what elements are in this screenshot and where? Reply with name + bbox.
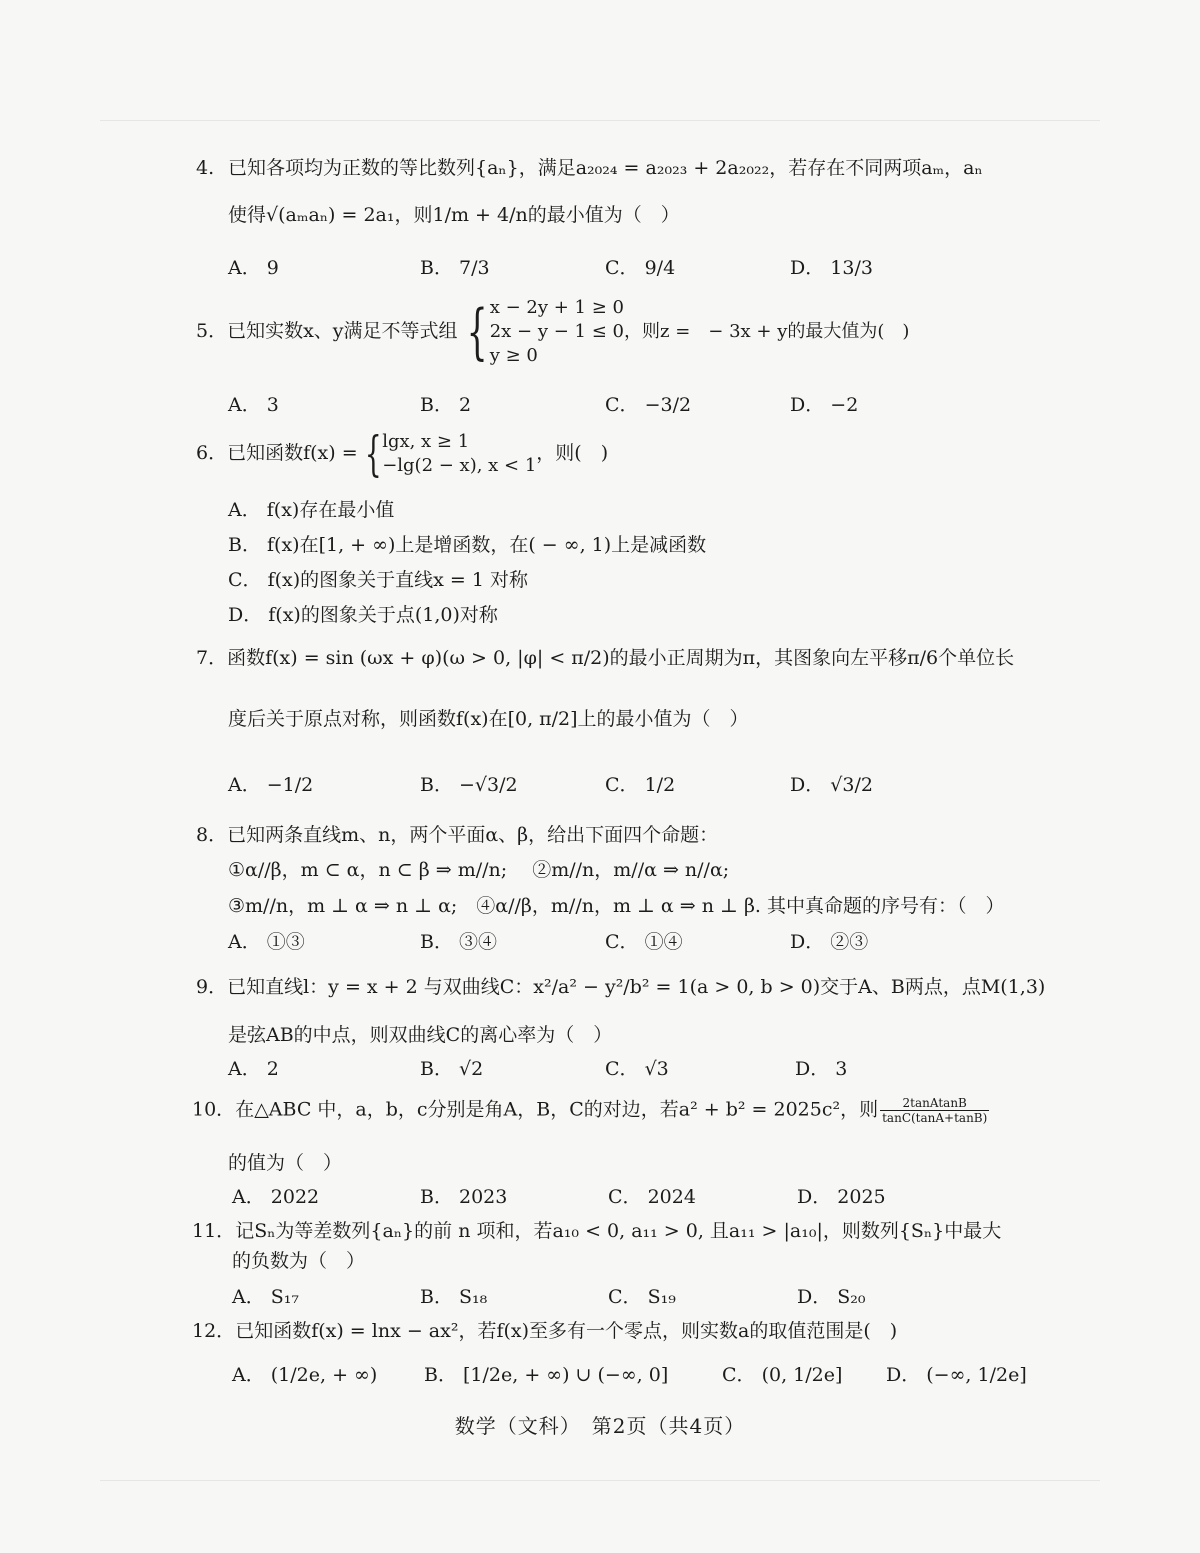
question-4-text: 已知各项均为正数的等比数列{aₙ}，满足a₂₀₂₄ = a₂₀₂₃ + 2a₂₀₂₂，若存在不同两项aₘ，aₙ [228,157,983,179]
question-8-text: 已知两条直线m、n，两个平面α、β，给出下面四个命题： [227,824,719,846]
option-11c: C． S₁₉ [608,1286,676,1308]
question-12-text: 已知函数f(x) = lnx − ax²，若f(x)至多有一个零点，则实数a的取值范围是( ) [235,1320,898,1342]
option-11a: A． S₁₇ [232,1286,300,1308]
inequality-2: 2x − y − 1 ≤ 0，则z = − 3x + y的最大值为( ) [489,321,910,342]
inequality-system [490,296,910,368]
option-9c: C． √3 [605,1058,669,1080]
option-12b: B． [1/2e, + ∞) ∪ (−∞, 0] [424,1364,669,1386]
case-2: −lg(2 − x), x < 1 [382,455,537,476]
option-8d: D． ②③ [790,931,869,953]
option-11b: B． S₁₈ [420,1286,488,1308]
brace-symbol: { [364,426,382,482]
option-5c: C． −3/2 [605,394,692,416]
option-9a: A． 2 [228,1058,279,1080]
question-11-text: 记Sₙ为等差数列{aₙ}的前 n 项和，若a₁₀ < 0, a₁₁ > 0, 且a₁₁ > |a₁₀|，则数列{Sₙ}中最大 [235,1220,1002,1242]
question-7 [196,645,1036,671]
question-9-text: 已知直线l：y = x + 2 与双曲线C：x²/a² − y²/b² = 1(a > 0, b > 0)交于A、B两点，点M(1,3) [227,976,1046,998]
option-11d: D． S₂₀ [797,1286,866,1308]
question-7-text: 函数f(x) = sin (ωx + φ)(ω > 0, |φ| < π/2)的最小正周期为π，其图象向左平移π/6个单位长 [227,647,1015,669]
option-10b: B． 2023 [420,1186,508,1208]
question-10 [192,1096,1032,1125]
option-8a: A． ①③ [228,931,305,953]
option-12c: C． (0, 1/2e] [722,1364,843,1386]
question-6-tail: ，则( ) [536,442,609,464]
option-9d: D． 3 [795,1058,848,1080]
question-6 [196,426,1036,482]
question-7-number: 7． [196,647,228,669]
question-11-number: 11． [192,1220,236,1242]
inequality-3: y ≥ 0 [489,345,538,366]
option-5a: A． 3 [228,394,279,416]
option-5d: D． −2 [790,394,859,416]
option-8c: C． ①④ [605,931,683,953]
question-10-number: 10． [192,1098,236,1121]
option-4d: D． 13/3 [790,257,873,279]
scan-artifact [100,1480,1100,1481]
piecewise-cases [382,430,536,478]
option-10d: D． 2025 [797,1186,886,1208]
question-4-line2: 使得√(aₘaₙ) = 2a₁，则1/m + 4/n的最小值为（ ） [228,204,680,226]
question-8-number: 8． [196,824,228,846]
question-9 [196,974,1046,1000]
case-1: lgx, x ≥ 1 [382,431,470,452]
option-4a: A． 9 [228,257,279,279]
option-7a: A． −1/2 [228,774,314,796]
question-11 [192,1218,1032,1244]
question-8 [196,822,1036,848]
question-9-line2: 是弦AB的中点，则双曲线C的离心率为（ ） [228,1024,613,1046]
option-7b: B． −√3/2 [420,774,518,796]
scan-artifact [100,120,1100,121]
question-7-line2: 度后关于原点对称，则函数f(x)在[0, π/2]上的最小值为（ ） [228,708,749,730]
question-5 [196,296,1036,368]
fraction-numerator: 2tanAtanB [880,1096,989,1111]
option-6b: B． f(x)在[1, + ∞)上是增函数，在( − ∞, 1)上是减函数 [228,534,707,556]
question-8-line2: ①α//β，m ⊂ α，n ⊂ β ⇒ m//n; ②m//n，m//α ⇒ n//α; [228,859,730,881]
question-10-text: 在△ABC 中，a，b，c分别是角A，B，C的对边，若a² + b² = 2025c²，则 [235,1098,879,1121]
question-4 [228,155,1068,181]
question-6-number: 6． [196,442,228,464]
option-8b: B． ③④ [420,931,498,953]
option-4b: B． 7/3 [420,257,490,279]
question-10-line2: 的值为（ ） [228,1152,343,1174]
question-12 [192,1318,1032,1344]
option-6d: D． f(x)的图象关于点(1,0)对称 [228,604,498,626]
option-7c: C． 1/2 [605,774,676,796]
question-5-text: 已知实数x、y满足不等式组 [227,320,458,342]
option-4c: C． 9/4 [605,257,676,279]
question-5-number: 5． [196,320,228,342]
page-footer: 数学（文科） 第2页（共4页） [454,1414,746,1438]
question-11-line2: 的负数为（ ） [232,1250,366,1272]
question-6-text: 已知函数f(x) = [227,442,358,464]
option-12d: D． (−∞, 1/2e] [886,1364,1027,1386]
option-5b: B． 2 [420,394,472,416]
option-6c: C． f(x)的图象关于直线x = 1 对称 [228,569,528,591]
option-10c: C． 2024 [608,1186,696,1208]
option-6a: A． f(x)存在最小值 [228,499,395,521]
question-4-number: 4. [196,157,215,179]
inequality-1: x − 2y + 1 ≥ 0 [489,297,624,318]
question-8-line3: ③m//n，m ⊥ α ⇒ n ⊥ α; ④α//β，m//n，m ⊥ α ⇒ n ⊥ β. 其中真命题的序号有：（ ） [228,895,1005,917]
option-10a: A． 2022 [232,1186,320,1208]
option-12a: A． (1/2e, + ∞) [232,1364,378,1386]
option-9b: B． √2 [420,1058,484,1080]
fraction-denominator: tanC(tanA+tanB) [882,1111,988,1125]
option-7d: D． √3/2 [790,774,873,796]
fraction-expression [880,1096,989,1125]
brace-symbol: { [466,297,488,367]
question-9-number: 9． [196,976,228,998]
question-12-number: 12． [192,1320,236,1342]
